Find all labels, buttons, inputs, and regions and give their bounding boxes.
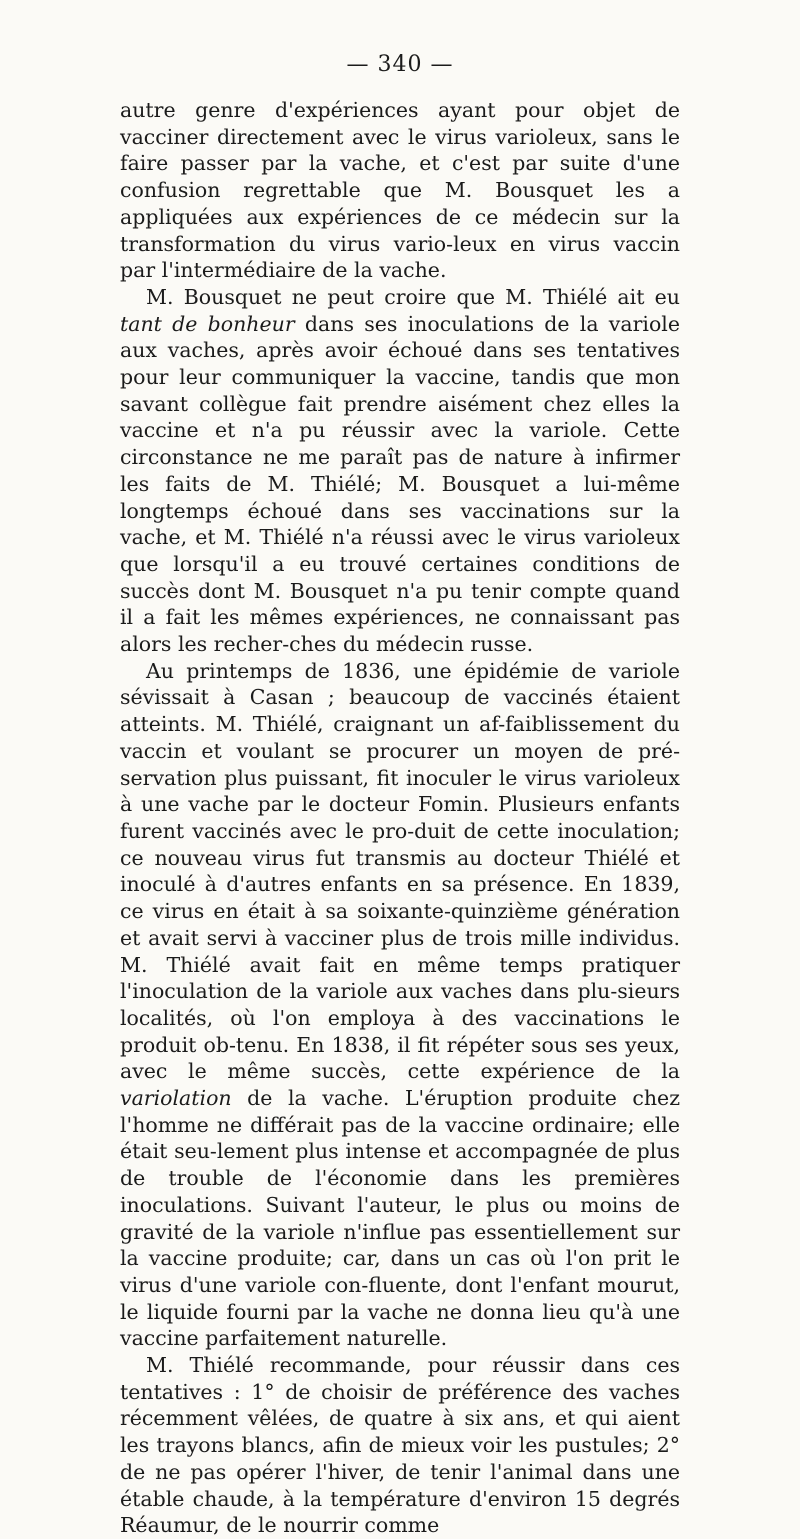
- text-run: dans ses inoculations de la variole aux vaches, après avoir échoué dans ses tentatives pour leur communiquer la vaccine, tandis que mon savant collègue fait prendre aisément chez elles la vaccine et n'a pu réussir avec la variole. Cette circonstance ne me paraît pas de nature à infirmer les faits de M. Thiélé; M. Bousquet a lui-même longtemps échoué dans ses vaccinations sur la vache, et M. Thiélé n'a réussi avec le virus varioleux que lorsqu'il a eu trouvé certaines conditions de succès dont M. Bousquet n'a pu tenir compte quand il a fait les mêmes expériences, ne connaissant pas alors les recher-ches du médecin russe.: [120, 311, 680, 657]
- body-text: [120, 97, 680, 1539]
- page-number: — 340 —: [346, 52, 454, 77]
- text-run: de la vache. L'éruption produite chez l'homme ne différait pas de la vaccine ordinaire; elle était seu-lement plus intense et accompagnée de plus de trouble de l'économie dans les premières inoculations. Suivant l'auteur, le plus ou moins de gravité de la variole n'influe pas essentiellement sur la vaccine produite; car, dans un cas où l'on prit le virus d'une variole con-fluente, dont l'enfant mourut, le liquide fourni par la vache ne donna lieu qu'à une vaccine parfaitement naturelle.: [120, 1086, 680, 1351]
- text-run: Au printemps de 1836, une épidémie de variole sévissait à Casan ; beaucoup de vaccinés étaient atteints. M. Thiélé, craignant un af-faiblissement du vaccin et voulant se procurer un moyen de pré-servation plus puissant, fit inoculer le virus varioleux à une vache par le docteur Fomin. Plusieurs enfants furent vaccinés avec le pro-duit de cette inoculation; ce nouveau virus fut transmis au docteur Thiélé et inoculé à d'autres enfants en sa présence. En 1839, ce virus en était à sa soixante-quinzième génération et avait servi à vacciner plus de trois mille individus. M. Thiélé avait fait en même temps pratiquer l'inoculation de la variole aux vaches dans plu-sieurs localités, où l'on employa à des vaccinations le produit ob-tenu. En 1838, il fit répéter sous ses yeux, avec le même succès, cette expérience de la: [120, 658, 680, 1084]
- text-run: M. Thiélé recommande, pour réussir dans ces tentatives : 1° de choisir de préférence des vaches récemment vêlées, de quatre à six ans, et qui aient les trayons blancs, afin de mieux voir les pustules; 2° de ne pas opérer l'hiver, de tenir l'animal dans une étable chaude, à la température d'environ 15 degrés Réaumur, de le nourrir comme: [120, 1353, 680, 1538]
- paragraph-4: [120, 1352, 680, 1539]
- italic-phrase: variolation: [120, 1086, 232, 1111]
- italic-phrase: tant de bonheur: [120, 311, 295, 336]
- paragraph-3: [120, 658, 680, 1352]
- paragraph-1: [120, 97, 680, 284]
- paragraph-2: [120, 284, 680, 658]
- text-run: autre genre d'expériences ayant pour objet de vacciner directement avec le virus varioleux, sans le faire passer par la vache, et c'est par suite d'une confusion regrettable que M. Bousquet les a appliquées aux expériences de ce médecin sur la transformation du virus vario-leux en virus vaccin par l'intermédiaire de la vache.: [120, 98, 680, 283]
- text-run: M. Bousquet ne peut croire que M. Thiélé ait eu: [146, 284, 680, 309]
